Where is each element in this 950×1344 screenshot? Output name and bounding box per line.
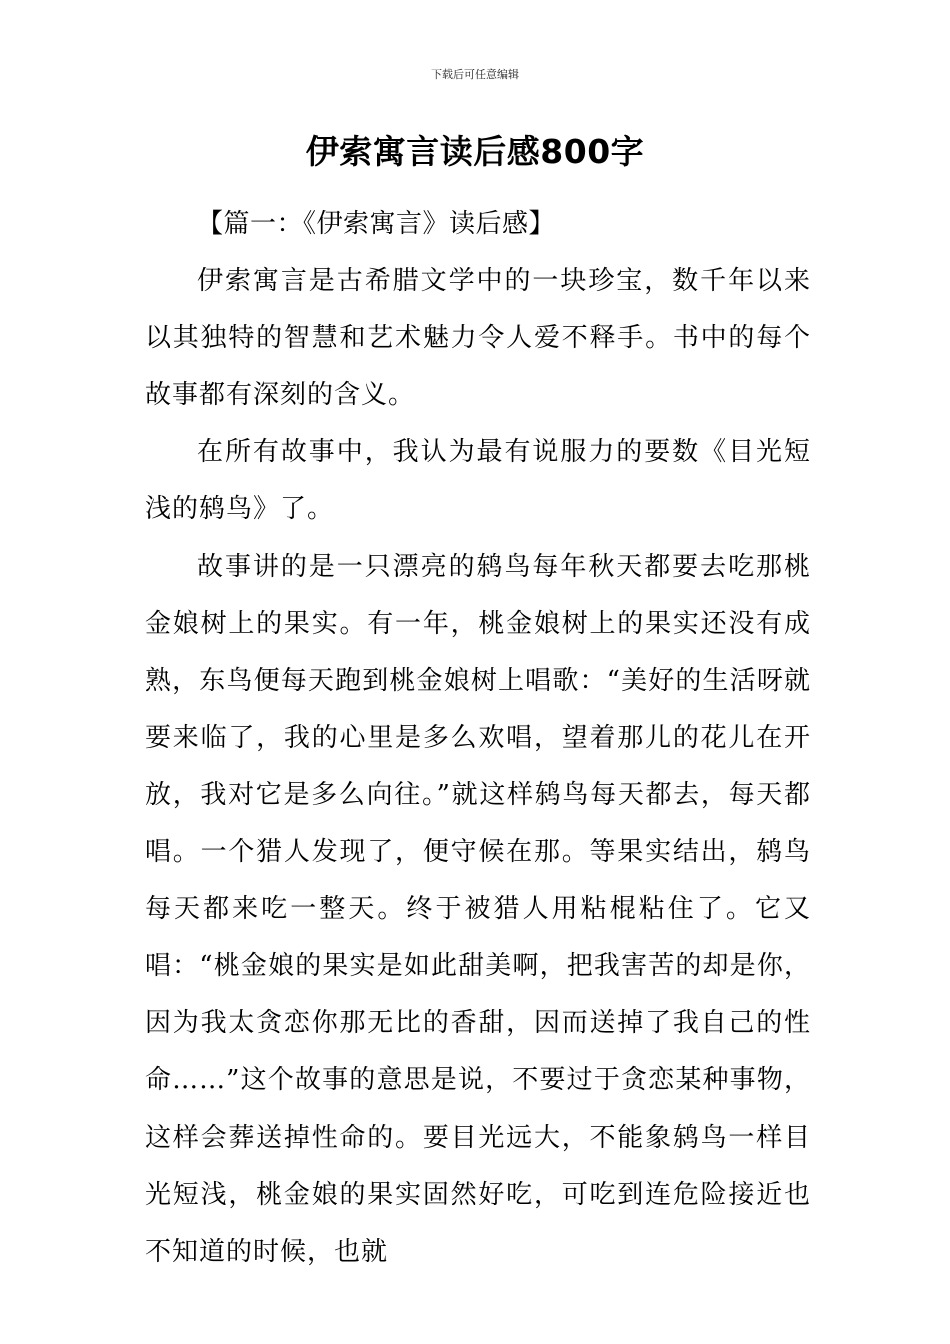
paragraph-1: 伊索寓言是古希腊文学中的一块珍宝，数千年以来以其独特的智慧和艺术魅力令人爱不释手。书中的每个故事都有深刻的含义。 [145, 266, 811, 411]
document-body [145, 196, 811, 1281]
header-note: 下载后可任意编辑 [431, 68, 519, 81]
section-heading: 【篇一：《伊索寓言》读后感】 [197, 209, 556, 239]
document-title: 伊索寓言读后感800字 [305, 132, 645, 171]
paragraph-3: 故事讲的是一只漂亮的鸫鸟每年秋天都要去吃那桃金娘树上的果实。有一年，桃金娘树上的果实还没有成熟，东鸟便每天跑到桃金娘树上唱歌：“美好的生活呀就要来临了，我的心里是多么欢唱，望着那儿的花儿在开放，我对它是多么向往。”就这样鸫鸟每天都去，每天都唱。一个猎人发现了，便守候在那。等果实结出，鸫鸟每天都来吃一整天。终于被猎人用粘棍粘住了。它又唱：“桃金娘的果实是如此甜美啊，把我害苦的却是你，因为我太贪恋你那无比的香甜，因而送掉了我自己的性命……”这个故事的意思是说，不要过于贪恋某种事物，这样会葬送掉性命的。要目光远大，不能象鸫鸟一样目光短浅，桃金娘的果实固然好吃，可吃到连危险接近也不知道的时候，也就 [145, 551, 811, 1267]
paragraph-2: 在所有故事中，我认为最有说服力的要数《目光短浅的鸫鸟》了。 [145, 437, 811, 525]
